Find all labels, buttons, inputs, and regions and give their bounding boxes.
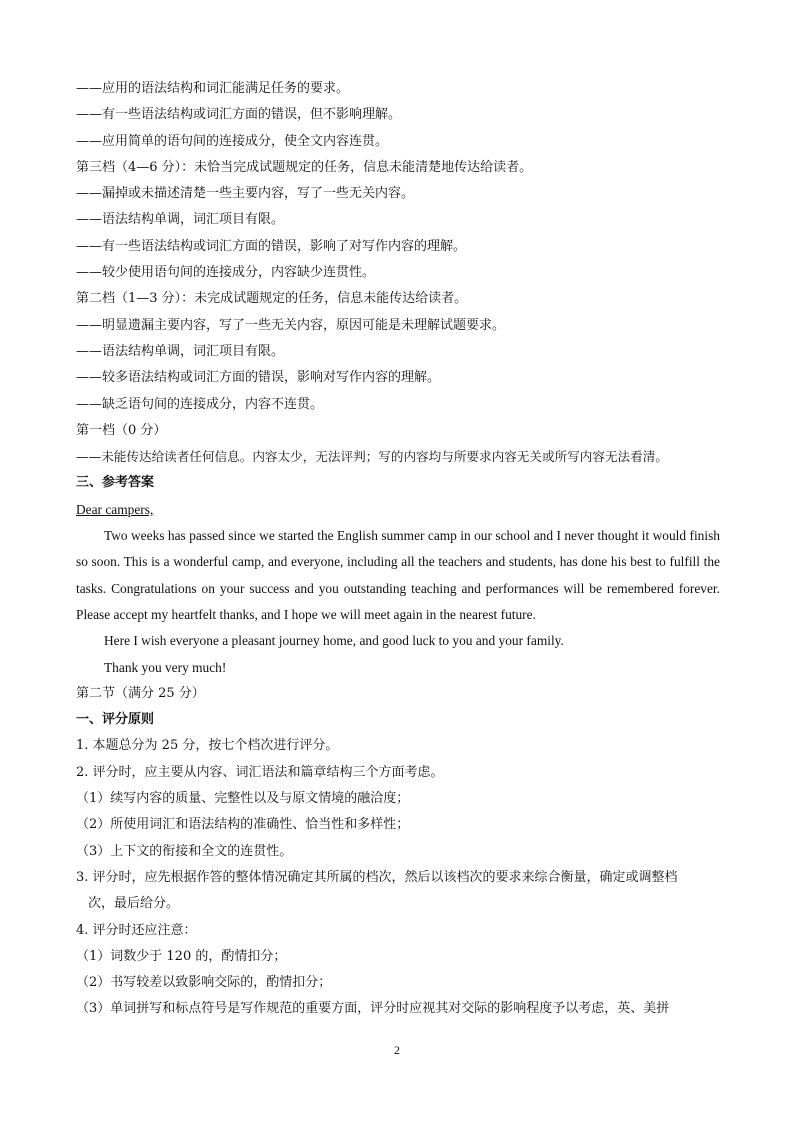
grade-level-heading: 第二档（1—3 分）：未完成试题规定的任务，信息未能传达给读者。 [76, 291, 468, 307]
criteria-line: ——应用简单的语句间的连接成分，使全文内容连贯。 [76, 133, 389, 149]
principle-item: 4. 评分时还应注意： [76, 922, 197, 938]
page-number: 2 [394, 1043, 400, 1057]
principle-item-continuation: 次，最后给分。 [88, 896, 180, 912]
principle-subitem: （2）所使用词汇和语法结构的准确性、恰当性和多样性； [76, 817, 410, 833]
principle-item: 2. 评分时，应主要从内容、词汇语法和篇章结构三个方面考虑。 [76, 764, 444, 780]
letter-closing: Thank you very much! [104, 659, 227, 675]
principle-subitem: （3）上下文的衔接和全文的连贯性。 [76, 843, 293, 859]
criteria-line: ——有一些语法结构或词汇方面的错误，影响了对写作内容的理解。 [76, 238, 467, 254]
grade-level-heading: 第三档（4—6 分）：未恰当完成试题规定的任务，信息未能清楚地传达给读者。 [76, 159, 533, 175]
criteria-line: ——较少使用语句间的连接成分，内容缺少连贯性。 [76, 265, 376, 281]
criteria-line: ——未能传达给读者任何信息。内容太少，无法评判；写的内容均与所要求内容无关或所写内容无法看清。 [76, 449, 668, 465]
principle-item: 3. 评分时，应先根据作答的整体情况确定其所属的档次，然后以该档次的要求来综合衡量，确定或调整档 [76, 869, 678, 885]
section-heading-reference-answer: 三、参考答案 [76, 475, 155, 491]
reference-letter [76, 497, 720, 681]
principle-item: 1. 本题总分为 25 分，按七个档次进行评分。 [76, 738, 339, 754]
criteria-line: ——缺乏语句间的连接成分，内容不连贯。 [76, 396, 324, 412]
criteria-line: ——语法结构单调，词汇项目有限。 [76, 212, 285, 228]
criteria-line: ——明显遗漏主要内容，写了一些无关内容，原因可能是未理解试题要求。 [76, 317, 506, 333]
grade-level-heading: 第一档（0 分） [76, 422, 167, 438]
letter-paragraph: Two weeks has passed since we started the English summer camp in our school and I never thought it would finish so soon. This is a wonderful camp, and everyone, including all the teachers and students, has done his best to fulfill the tasks. Congratulations on your success and you outstanding teaching and performances will be remembered forever. Please accept my heartfelt thanks, and I hope we will meet again in the nearest future. [76, 528, 720, 622]
principle-subitem: （1）续写内容的质量、完整性以及与原文情境的融洽度； [76, 791, 410, 807]
criteria-line: ——应用的语法结构和词汇能满足任务的要求。 [76, 81, 350, 96]
principle-subitem: （2）书写较差以致影响交际的，酌情扣分； [76, 975, 332, 991]
letter-paragraph: Here I wish everyone a pleasant journey home, and good luck to you and your family. [104, 633, 564, 649]
part-heading: 第二节（满分 25 分） [76, 685, 205, 701]
principle-subitem: （1）词数少于 120 的，酌情扣分； [76, 948, 287, 964]
criteria-line: ——漏掉或未描述清楚一些主要内容，写了一些无关内容。 [76, 186, 415, 202]
document-page [76, 76, 720, 1023]
section-heading-principles: 一、评分原则 [76, 712, 155, 728]
criteria-line: ——较多语法结构或词汇方面的错误，影响对写作内容的理解。 [76, 370, 441, 386]
grading-criteria-block [76, 76, 720, 470]
criteria-line: ——语法结构单调，词汇项目有限。 [76, 343, 285, 359]
letter-salutation: Dear campers, [76, 501, 154, 517]
principle-subitem: （3）单词拼写和标点符号是写作规范的重要方面，评分时应视其对交际的影响程度予以考虑，英、美拼 [76, 1001, 670, 1017]
principles-list [76, 733, 720, 1022]
criteria-line: ——有一些语法结构或词汇方面的错误，但不影响理解。 [76, 107, 402, 123]
